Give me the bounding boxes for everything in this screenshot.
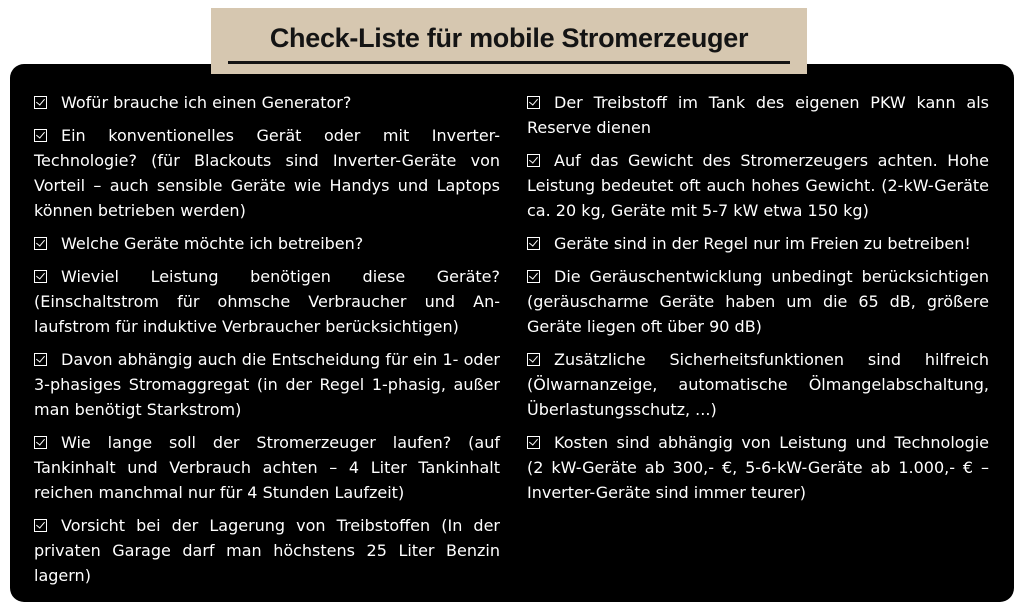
checklist-item-text: Geräte sind in der Regel nur im Freien zu betreiben! bbox=[554, 234, 971, 253]
checkbox-icon bbox=[34, 270, 47, 283]
checklist-item bbox=[527, 430, 989, 505]
checkbox-icon bbox=[34, 237, 47, 250]
checkbox-icon bbox=[527, 436, 540, 449]
checklist-item bbox=[34, 123, 500, 223]
checklist-item-text: Davon abhängig auch die Entscheidung für ein 1- oder 3-phasiges Stromaggregat (in der Regel 1-phasig, außer man benötigt Starkstrom) bbox=[34, 350, 500, 419]
checklist-item-text: Kosten sind abhängig von Leistung und Technologie (2 kW-Geräte ab 300,- €, 5-6-kW-Geräte ab 1.000,- € – Inverter-Geräte sind immer teurer) bbox=[527, 433, 989, 502]
checkbox-icon bbox=[34, 96, 47, 109]
checklist-item-text: Welche Geräte möchte ich betreiben? bbox=[61, 234, 364, 253]
checklist-item-text: Die Geräuschentwicklung unbedingt berücksichtigen (geräuscharme Geräte haben um die 65 dB, größere Geräte liegen oft über 90 dB) bbox=[527, 267, 989, 336]
page-title: Check-Liste für mobile Stromerzeuger bbox=[269, 23, 749, 53]
checklist-right-column bbox=[527, 90, 989, 513]
checklist-item-text: Wie lange soll der Stromerzeuger laufen? (auf Tankinhalt und Verbrauch achten – 4 Liter Tankinhalt reichen manchmal nur für 4 Stunden Laufzeit) bbox=[34, 433, 500, 502]
checklist-item-text: Vorsicht bei der Lagerung von Treibstoffen (In der privaten Garage darf man höchstens 25 Liter Benzin lagern) bbox=[34, 516, 500, 585]
checkbox-icon bbox=[527, 270, 540, 283]
checklist-item-text: Ein konventionelles Gerät oder mit Inverter-Technologie? (für Blackouts sind Inverter-Geräte von Vorteil – auch sensible Geräte wie Handys und Laptops können betrieben werden) bbox=[34, 126, 500, 220]
checklist-item bbox=[527, 264, 989, 339]
title-banner bbox=[211, 8, 807, 74]
checklist-item bbox=[527, 347, 989, 422]
checklist-item bbox=[527, 231, 989, 256]
checklist-item-text: Wieviel Leistung benötigen diese Geräte? (Einschaltstrom für ohmsche Verbraucher und Anlaufstrom für induktive Verbraucher berücksichtigen) bbox=[34, 267, 500, 336]
checklist-item bbox=[34, 347, 500, 422]
checklist-item bbox=[527, 148, 989, 223]
title-underline bbox=[228, 61, 790, 64]
checkbox-icon bbox=[34, 129, 47, 142]
checkbox-icon bbox=[527, 96, 540, 109]
checklist-item bbox=[34, 264, 500, 339]
checkbox-icon bbox=[34, 436, 47, 449]
checklist-item bbox=[34, 231, 500, 256]
checkbox-icon bbox=[34, 353, 47, 366]
checkbox-icon bbox=[34, 519, 47, 532]
checklist-item bbox=[34, 90, 500, 115]
checkbox-icon bbox=[527, 353, 540, 366]
checkbox-icon bbox=[527, 154, 540, 167]
checklist-item bbox=[527, 90, 989, 140]
checklist-item-text: Wofür brauche ich einen Generator? bbox=[61, 93, 352, 112]
checklist-item bbox=[34, 513, 500, 588]
checklist-item-text: Auf das Gewicht des Stromerzeugers achten. Hohe Leistung bedeutet oft auch hohes Gewicht. (2-kW-Geräte ca. 20 kg, Geräte mit 5-7 kW etwa 150 kg) bbox=[527, 151, 989, 220]
checklist-item-text: Zusätzliche Sicherheitsfunktionen sind hilfreich (Ölwarnanzeige, automatische Ölmangelabschaltung, Überlastungsschutz, ...) bbox=[527, 350, 989, 419]
checklist-left-column bbox=[34, 90, 500, 596]
checklist-item-text: Der Treibstoff im Tank des eigenen PKW kann als Reserve dienen bbox=[527, 93, 989, 137]
checklist-item bbox=[34, 430, 500, 505]
checkbox-icon bbox=[527, 237, 540, 250]
